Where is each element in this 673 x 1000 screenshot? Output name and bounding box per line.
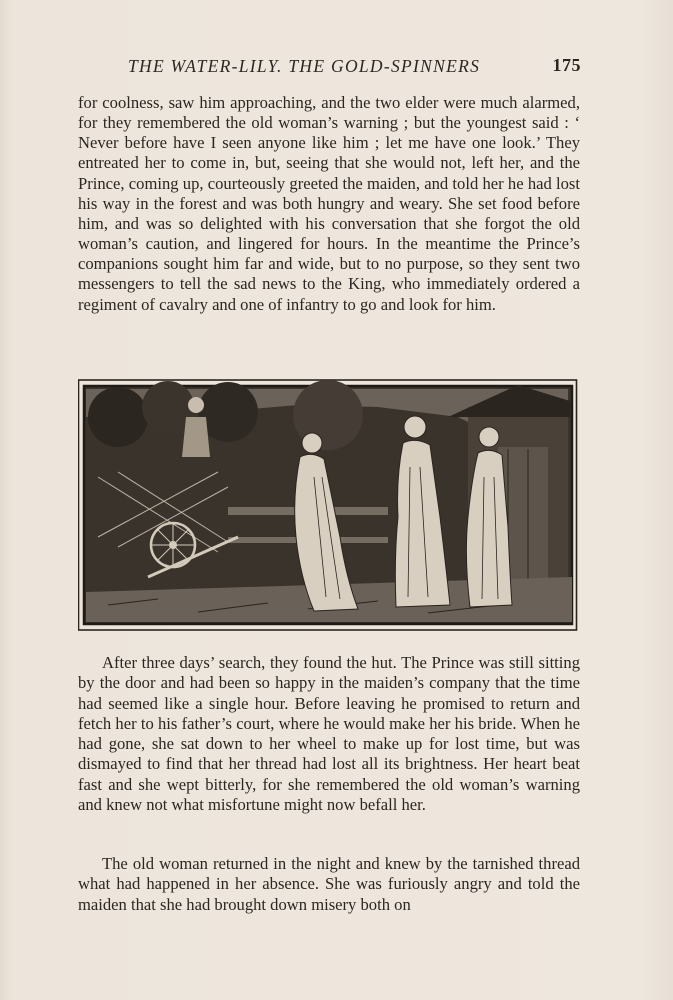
woodcut-illustration	[78, 377, 578, 633]
paragraph-3: The old woman returned in the night and knew by the tarnished thread what had happened in her absence. She was furiously angry and told the maiden that she had brought down misery both on	[78, 854, 580, 914]
running-head-title: THE WATER-LILY. THE GOLD-SPINNERS	[128, 56, 481, 76]
woodcut-illustration-drawing	[78, 377, 578, 633]
paragraph-1: for coolness, saw him approaching, and the two elder were much alarmed, for they remembered the old woman’s warning ; but the youngest said : ‘ Never before have I seen anyone like him ; let me have one look.’ They entreated her to come in, but, seeing that she would not, left her, and the Prince, coming up, courteously greeted the maiden, and told her he had lost his way in the forest and was both hungry and weary. She set food before him, and was so delighted with his conversation that she forgot the old woman’s caution, and lingered for hours. In the meantime the Prince’s companions sought him far and wide, but to no purpose, so they sent two messengers to tell the sad news to the King, who immediately ordered a regiment of cavalry and one of infantry to go and look for him.	[78, 93, 580, 314]
page-number: 175	[552, 55, 581, 75]
paragraph-2: After three days’ search, they found the hut. The Prince was still sitting by the door and had been so happy in the maiden’s company that the time had seemed like a single hour. Before leaving he promised to return and fetch her to his father’s court, where he would make her his bride. When he had gone, she sat down to her wheel to make up for lost time, but was dismayed to find that her thread had lost all its brightness. Her heart beat fast and she wept bitterly, for she remembered the old woman’s warning and knew not what misfortune might now befall her.	[78, 653, 580, 815]
running-head	[78, 54, 581, 82]
